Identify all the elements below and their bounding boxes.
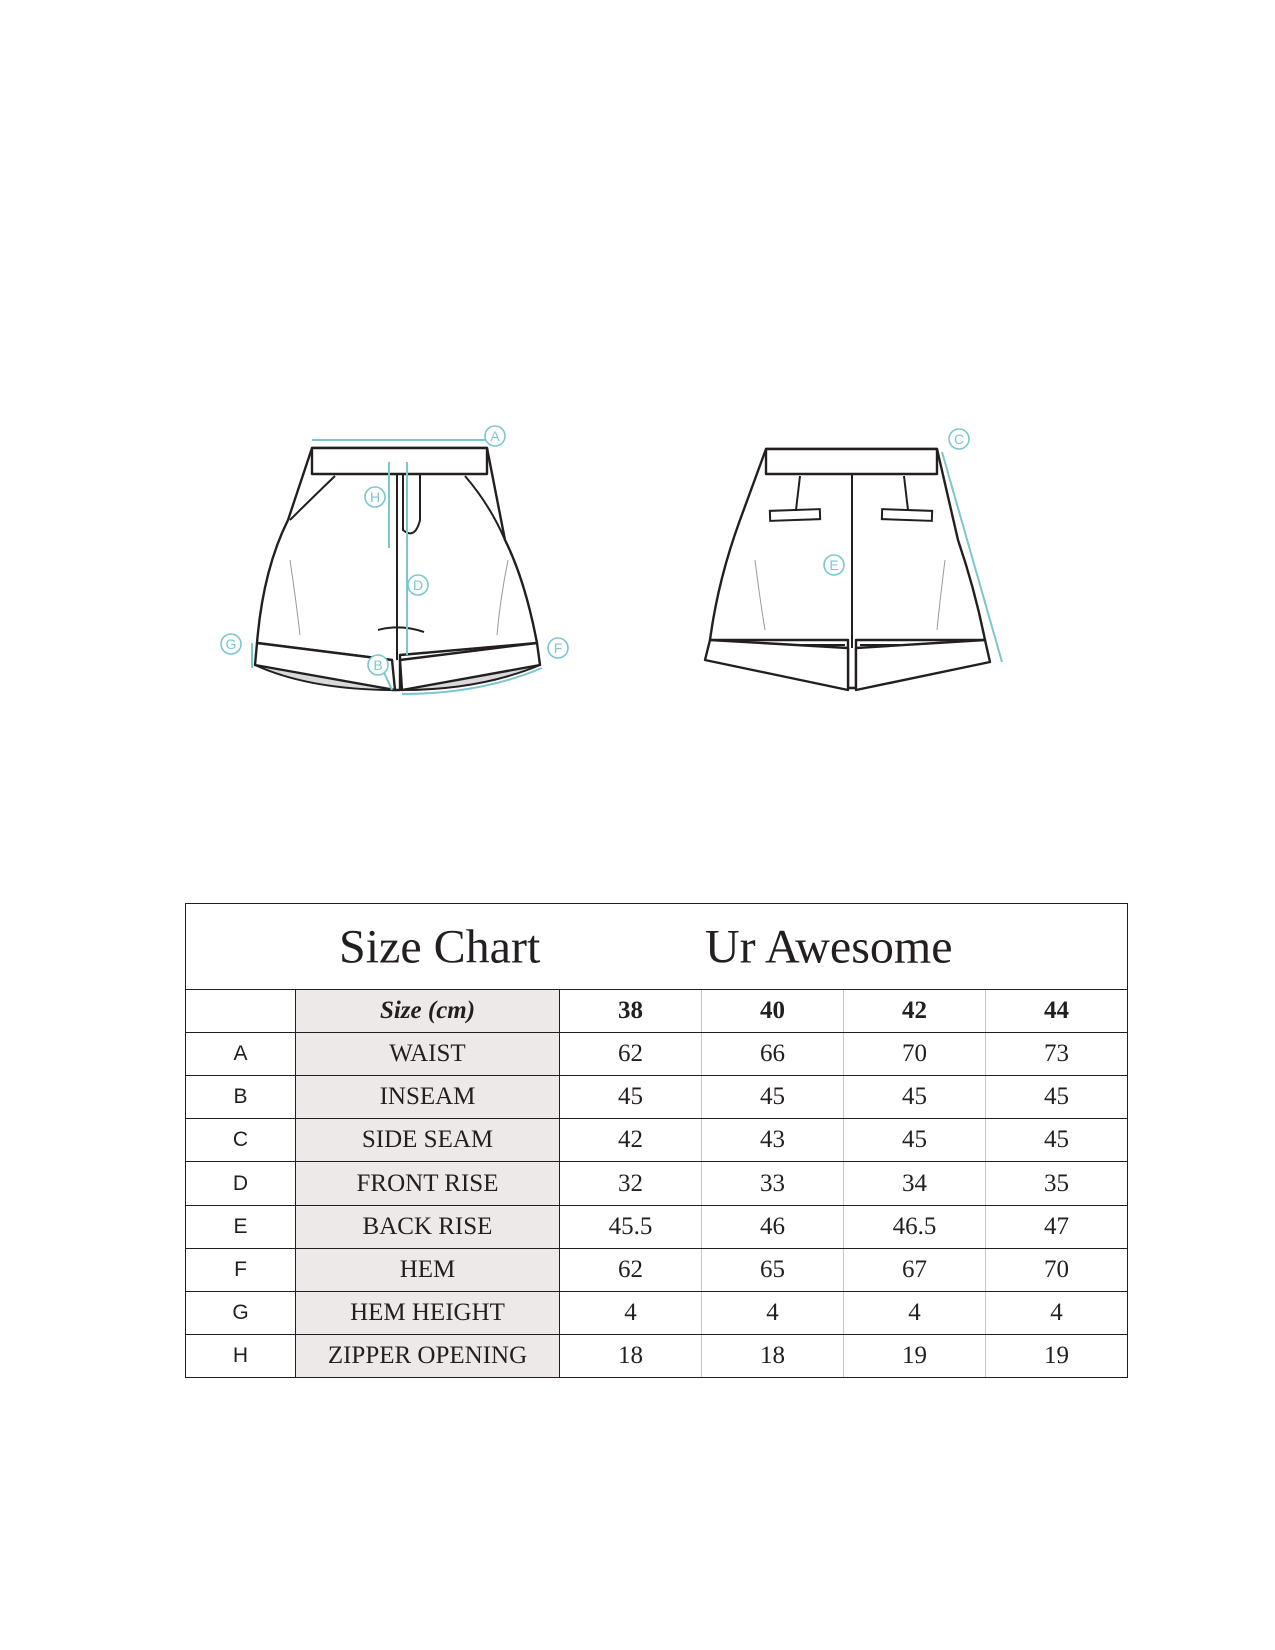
cell-value: 4	[844, 1291, 986, 1334]
cell-value: 45	[986, 1119, 1128, 1162]
row-label: HEM	[296, 1248, 560, 1291]
cell-value: 19	[844, 1334, 986, 1377]
cell-value: 18	[560, 1334, 702, 1377]
cell-value: 66	[702, 1033, 844, 1076]
cell-value: 43	[702, 1119, 844, 1162]
size-header-40: 40	[702, 990, 844, 1033]
size-header-38: 38	[560, 990, 702, 1033]
cell-value: 62	[560, 1033, 702, 1076]
marker-c	[949, 429, 969, 449]
cell-value: 45	[844, 1076, 986, 1119]
brand-name: Ur Awesome	[705, 920, 953, 974]
cell-value: 45	[844, 1119, 986, 1162]
cell-value: 4	[560, 1291, 702, 1334]
marker-b	[368, 655, 388, 675]
svg-text:B: B	[373, 657, 383, 673]
size-header-44: 44	[986, 990, 1128, 1033]
title-row	[186, 904, 1128, 990]
row-letter: H	[186, 1334, 296, 1377]
table-row	[186, 1119, 1128, 1162]
row-label: SIDE SEAM	[296, 1119, 560, 1162]
size-header-42: 42	[844, 990, 986, 1033]
title-cell	[186, 904, 1128, 990]
back-view-shorts	[705, 449, 1002, 690]
table-row	[186, 1205, 1128, 1248]
cell-value: 34	[844, 1162, 986, 1205]
row-letter: B	[186, 1076, 296, 1119]
cell-value: 70	[844, 1033, 986, 1076]
table-row	[186, 1076, 1128, 1119]
row-letter: D	[186, 1162, 296, 1205]
cell-value: 45	[702, 1076, 844, 1119]
cell-value: 73	[986, 1033, 1128, 1076]
marker-a	[485, 426, 505, 446]
row-label: FRONT RISE	[296, 1162, 560, 1205]
marker-f	[548, 638, 568, 658]
marker-g	[221, 634, 241, 654]
table-row	[186, 1291, 1128, 1334]
row-letter: G	[186, 1291, 296, 1334]
table-row	[186, 1248, 1128, 1291]
size-chart-table	[185, 903, 1128, 1378]
svg-text:H: H	[369, 489, 381, 505]
row-label: ZIPPER OPENING	[296, 1334, 560, 1377]
cell-value: 70	[986, 1248, 1128, 1291]
row-letter: E	[186, 1205, 296, 1248]
row-letter: C	[186, 1119, 296, 1162]
cell-value: 45.5	[560, 1205, 702, 1248]
cell-value: 47	[986, 1205, 1128, 1248]
cell-value: 18	[702, 1334, 844, 1377]
cell-value: 19	[986, 1334, 1128, 1377]
row-label: BACK RISE	[296, 1205, 560, 1248]
svg-text:D: D	[412, 577, 424, 593]
cell-value: 32	[560, 1162, 702, 1205]
cell-value: 46	[702, 1205, 844, 1248]
row-label: WAIST	[296, 1033, 560, 1076]
cell-value: 42	[560, 1119, 702, 1162]
row-label: INSEAM	[296, 1076, 560, 1119]
cell-value: 46.5	[844, 1205, 986, 1248]
cell-value: 67	[844, 1248, 986, 1291]
table-row	[186, 1334, 1128, 1377]
svg-text:C: C	[953, 431, 965, 447]
marker-h	[365, 487, 385, 507]
header-row	[186, 990, 1128, 1033]
chart-title: Size Chart	[339, 920, 541, 974]
table-row	[186, 1033, 1128, 1076]
cell-value: 65	[702, 1248, 844, 1291]
cell-value: 45	[986, 1076, 1128, 1119]
header-blank-cell	[186, 990, 296, 1033]
svg-text:E: E	[829, 557, 839, 573]
size-unit-label: Size (cm)	[296, 990, 560, 1033]
cell-value: 35	[986, 1162, 1128, 1205]
cell-value: 4	[702, 1291, 844, 1334]
row-letter: F	[186, 1248, 296, 1291]
cell-value: 33	[702, 1162, 844, 1205]
cell-value: 62	[560, 1248, 702, 1291]
marker-d	[408, 575, 428, 595]
row-letter: A	[186, 1033, 296, 1076]
svg-text:G: G	[225, 636, 237, 652]
marker-e	[824, 555, 844, 575]
row-label: HEM HEIGHT	[296, 1291, 560, 1334]
cell-value: 4	[986, 1291, 1128, 1334]
cell-value: 45	[560, 1076, 702, 1119]
table-row	[186, 1162, 1128, 1205]
front-view-shorts	[252, 440, 542, 694]
svg-text:A: A	[490, 428, 500, 444]
svg-text:F: F	[553, 640, 563, 656]
